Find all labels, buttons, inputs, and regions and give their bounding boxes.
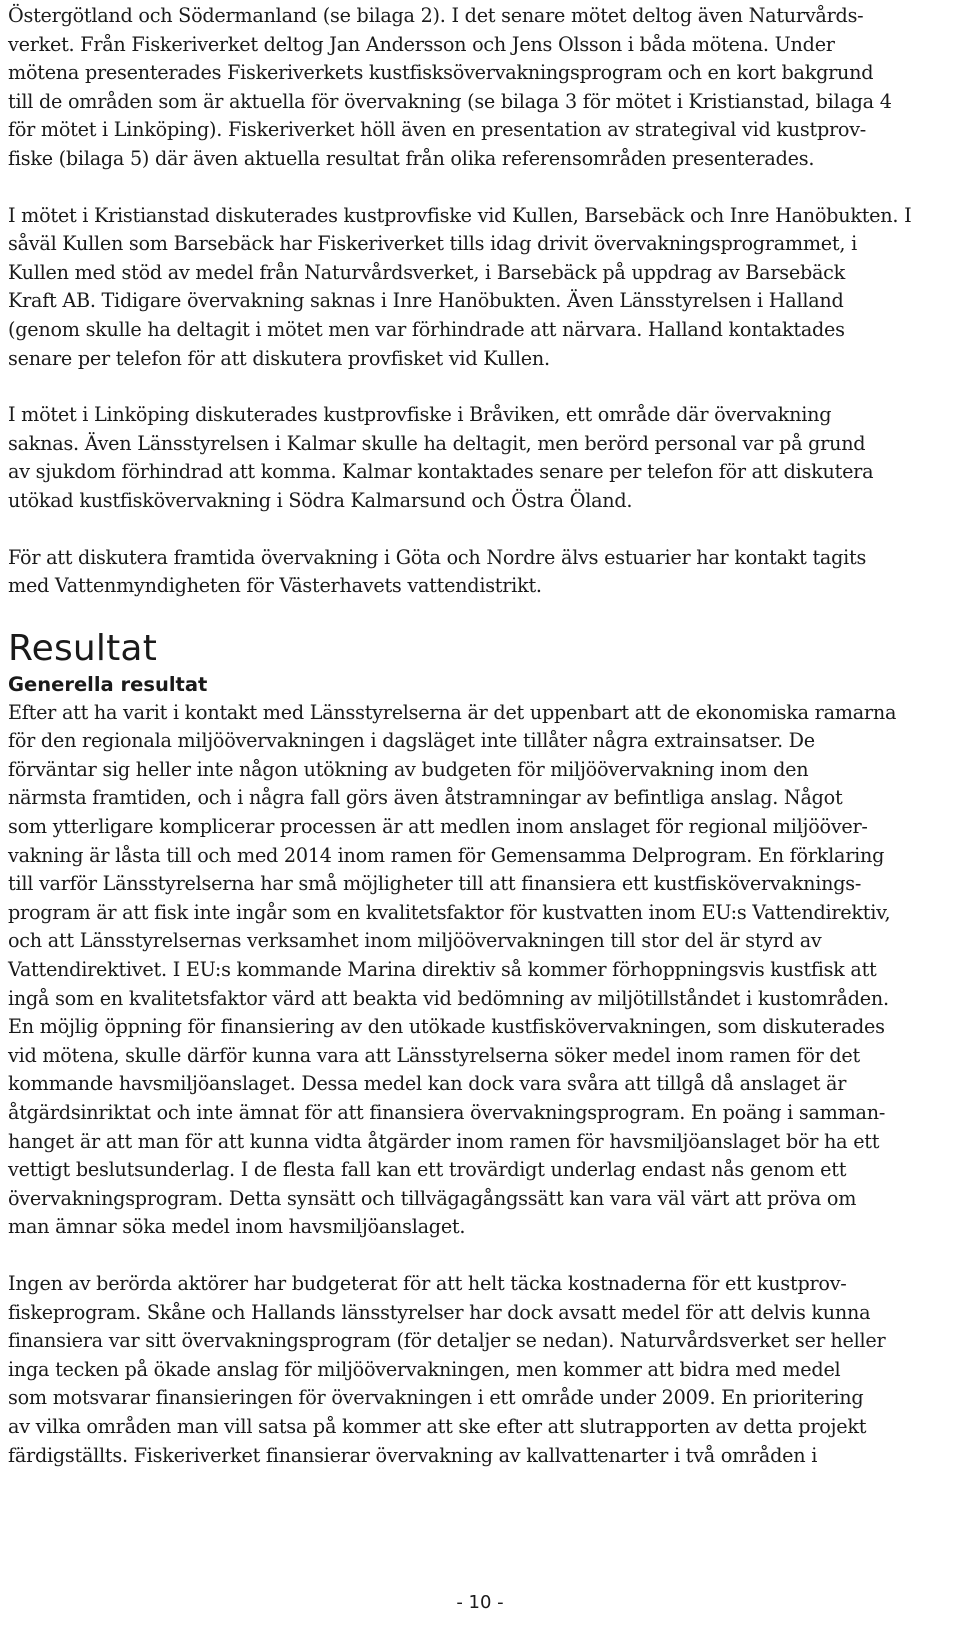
text-line: I mötet i Kristianstad diskuterades kustprovfiske vid Kullen, Barsebäck och Inre Hanöbukten. I [8,203,912,227]
text-line: kommande havsmiljöanslaget. Dessa medel kan dock vara svåra att tillgå då anslaget är [8,1072,847,1096]
text-line: I mötet i Linköping diskuterades kustprovfiske i Bråviken, ett område där övervakning [8,403,832,427]
text-line: verket. Från Fiskeriverket deltog Jan Andersson och Jens Olsson i båda mötena. Under [8,32,835,56]
page-number: - 10 - [456,1592,504,1613]
text-line: Kraft AB. Tidigare övervakning saknas i Inre Hanöbukten. Även Länsstyrelsen i Halland [8,289,844,313]
text-line: ingå som en kvalitetsfaktor värd att beakta vid bedömning av miljötillståndet i kustområden. [8,986,889,1010]
text-line: som ytterligare komplicerar processen är att medlen inom anslaget för regional miljööver- [8,815,868,839]
paragraph-linkoping [8,401,953,515]
text-line: utökad kustfiskövervakning i Södra Kalmarsund och Östra Öland. [8,488,633,512]
text-line: av vilka områden man vill satsa på kommer att ske efter att slutrapporten av detta projekt [8,1414,867,1438]
section-title: Resultat [8,627,158,669]
text-line: för den regionala miljöövervakningen i dagsläget inte tillåter några extrainsatser. De [8,729,815,753]
text-line: vid mötena, skulle därför kunna vara att Länsstyrelserna söker medel inom ramen för det [8,1043,861,1067]
text-line: senare per telefon för att diskutera provfisket vid Kullen. [8,346,550,370]
text-line: finansiera var sitt övervakningsprogram (för detaljer se nedan). Naturvårdsverket ser heller [8,1329,886,1353]
text-line: till varför Länsstyrelserna har små möjligheter till att finansiera ett kustfiskövervaknings- [8,872,862,896]
paragraph-meetings-intro [8,2,953,174]
text-line: Ingen av berörda aktörer har budgeterat för att helt täcka kostnaderna för ett kustprov- [8,1271,847,1295]
document-page [8,0,953,1470]
text-line: med Vattenmyndigheten för Västerhavets vattendistrikt. [8,574,542,598]
text-line: Efter att ha varit i kontakt med Länsstyrelserna är det uppenbart att de ekonomiska ramarna [8,700,897,724]
text-line: inga tecken på ökade anslag för miljöövervakningen, men kommer att bidra med medel [8,1357,841,1381]
text-line: Östergötland och Södermanland (se bilaga 2). I det senare mötet deltog även Naturvårds- [8,4,864,27]
text-line: En möjlig öppning för finansiering av den utökade kustfiskövervakningen, som diskuterades [8,1015,885,1039]
text-line: för mötet i Linköping). Fiskeriverket höll även en presentation av strategival vid kustprov- [8,118,867,142]
text-line: vettigt beslutsunderlag. I de flesta fall kan ett trovärdigt underlag endast nås genom ett [8,1158,847,1182]
text-line: hanget är att man för att kunna vidta åtgärder inom ramen för havsmiljöanslaget bör ha ett [8,1129,880,1153]
text-line: närmsta framtiden, och i några fall görs även åtstramningar av befintliga anslag. Något [8,786,843,810]
text-line: (genom skulle ha deltagit i mötet men var förhindrade att närvara. Halland kontaktades [8,317,845,341]
text-line: fiskeprogram. Skåne och Hallands länsstyrelser har dock avsatt medel för att delvis kunna [8,1300,871,1324]
paragraph-general-results [8,699,953,1242]
text-line: och att Länsstyrelsernas verksamhet inom miljöövervakningen till stor del är styrd av [8,929,822,953]
text-line: Kullen med stöd av medel från Naturvårdsverket, i Barsebäck på uppdrag av Barsebäck [8,260,846,284]
text-line: till de områden som är aktuella för övervakning (se bilaga 3 för mötet i Kristianstad, bilaga 4 [8,89,892,113]
text-line: man ämnar söka medel inom havsmiljöanslaget. [8,1215,466,1239]
text-line: Vattendirektivet. I EU:s kommande Marina direktiv så kommer förhoppningsvis kustfisk att [8,958,877,982]
text-line: färdigställts. Fiskeriverket finansierar övervakning av kallvattenarter i två områden i [8,1443,818,1467]
text-line: saknas. Även Länsstyrelsen i Kalmar skulle ha deltagit, men berörd personal var på grund [8,431,866,455]
text-line: mötena presenterades Fiskeriverkets kustfisksövervakningsprogram och en kort bakgrund [8,61,874,85]
text-line: För att diskutera framtida övervakning i Göta och Nordre älvs estuarier har kontakt tagits [8,545,867,569]
text-line: av sjukdom förhindrad att komma. Kalmar kontaktades senare per telefon för att diskutera [8,460,874,484]
subsection-title: Generella resultat [8,672,208,696]
text-line: åtgärdsinriktat och inte ämnat för att finansiera övervakningsprogram. En poäng i samman- [8,1101,886,1124]
text-line: övervakningsprogram. Detta synsätt och tillvägagångssätt kan vara väl värt att pröva om [8,1186,857,1210]
paragraph-future-monitoring [8,544,953,601]
paragraph-budget [8,1270,953,1470]
text-line: som motsvarar finansieringen för övervakningen i ett område under 2009. En prioritering [8,1386,864,1410]
text-line: såväl Kullen som Barsebäck har Fiskeriverket tills idag drivit övervakningsprogrammet, i [8,232,857,256]
text-line: vakning är låsta till och med 2014 inom ramen för Gemensamma Delprogram. En förklaring [8,843,885,867]
text-line: förväntar sig heller inte någon utökning av budgeten för miljöövervakning inom den [8,757,809,781]
paragraph-kristianstad [8,202,953,374]
text-line: program är att fisk inte ingår som en kvalitetsfaktor för kustvatten inom EU:s Vattendirektiv, [8,900,891,924]
text-line: fiske (bilaga 5) där även aktuella resultat från olika referensområden presenterades. [8,146,815,170]
